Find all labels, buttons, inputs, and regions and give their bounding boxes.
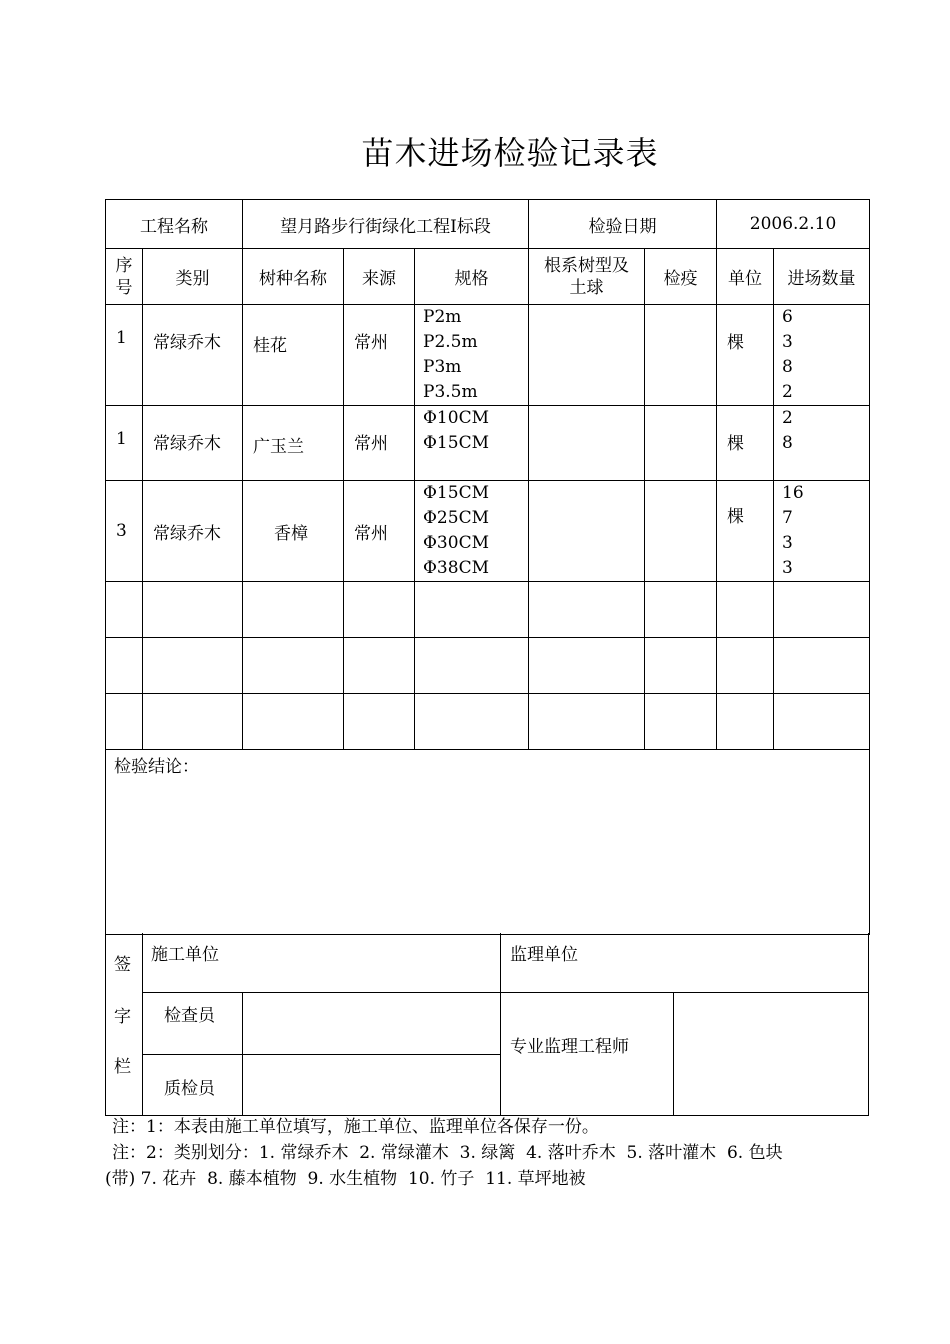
note-line: 注：2：类别划分：1. 常绿乔木 2. 常绿灌木 3. 绿篱 4. 落叶乔木 5. 落叶灌木 6. 色块 — [112, 1143, 783, 1163]
row-species: 桂花 — [243, 305, 344, 406]
row-category: 常绿乔木 — [143, 305, 243, 406]
empty-row — [106, 694, 870, 750]
date-label: 检验日期 — [529, 200, 717, 249]
row-unit: 棵 — [717, 305, 774, 406]
row-root — [529, 481, 645, 582]
inspection-table — [105, 199, 870, 935]
supervisor-label: 监理单位 — [510, 945, 578, 965]
row-quarantine — [645, 481, 717, 582]
header-seq: 序 号 — [106, 249, 143, 305]
header-source: 来源 — [344, 249, 415, 305]
project-name: 望月路步行街绿化工程Ⅰ标段 — [243, 200, 529, 249]
date-value: 2006.2.10 — [717, 200, 870, 249]
table-row — [106, 481, 870, 582]
project-label: 工程名称 — [106, 200, 243, 249]
table-row — [106, 305, 870, 406]
header-spec: 规格 — [415, 249, 529, 305]
row-specs: P2m P2.5m P3m P3.5m — [415, 305, 529, 406]
signature-block — [105, 933, 869, 1116]
row-unit: 棵 — [717, 406, 774, 481]
header-species: 树种名称 — [243, 249, 344, 305]
row-unit: 棵 — [717, 481, 774, 582]
row-species: 广玉兰 — [243, 406, 344, 481]
row-seq: 3 — [106, 481, 143, 582]
row-quantities: 6 3 8 2 — [774, 305, 870, 406]
table-row — [106, 406, 870, 481]
row-source: 常州 — [344, 305, 415, 406]
conclusion-label: 检验结论： — [106, 750, 870, 935]
contractor-label: 施工单位 — [151, 945, 219, 965]
inspector-label: 检查员 — [164, 1006, 215, 1026]
header-quarantine: 检疫 — [645, 249, 717, 305]
quality-inspector-label: 质检员 — [164, 1079, 215, 1099]
header-category: 类别 — [143, 249, 243, 305]
row-source: 常州 — [344, 406, 415, 481]
signature-col-char-1: 签 — [114, 955, 131, 975]
row-root — [529, 406, 645, 481]
row-category: 常绿乔木 — [143, 481, 243, 582]
page-title: 苗木进场检验记录表 — [361, 134, 659, 172]
row-root — [529, 305, 645, 406]
row-quarantine — [645, 406, 717, 481]
header-quantity: 进场数量 — [774, 249, 870, 305]
empty-row — [106, 582, 870, 638]
empty-row — [106, 638, 870, 694]
row-source: 常州 — [344, 481, 415, 582]
header-row — [106, 249, 870, 305]
row-species: 香樟 — [243, 481, 344, 582]
row-category: 常绿乔木 — [143, 406, 243, 481]
note-line: 注：1：本表由施工单位填写，施工单位、监理单位各保存一份。 — [112, 1117, 599, 1137]
supervising-engineer-label: 专业监理工程师 — [510, 1037, 629, 1057]
row-specs: Φ10CM Φ15CM — [415, 406, 529, 481]
row-seq: 1 — [106, 305, 143, 406]
row-quarantine — [645, 305, 717, 406]
signature-col-char-2: 字 — [114, 1007, 131, 1027]
row-quantities: 16 7 3 3 — [774, 481, 870, 582]
header-unit: 单位 — [717, 249, 774, 305]
project-row — [106, 200, 870, 249]
row-seq: 1 — [106, 406, 143, 481]
notes — [105, 1114, 867, 1192]
row-quantities: 2 8 — [774, 406, 870, 481]
row-specs: Φ15CM Φ25CM Φ30CM Φ38CM — [415, 481, 529, 582]
header-root: 根系树型及 土球 — [529, 249, 645, 305]
signature-col-char-3: 栏 — [114, 1057, 131, 1077]
note-line: (带) 7. 花卉 8. 藤本植物 9. 水生植物 10. 竹子 11. 草坪地被 — [105, 1169, 586, 1189]
conclusion-row — [106, 750, 870, 935]
